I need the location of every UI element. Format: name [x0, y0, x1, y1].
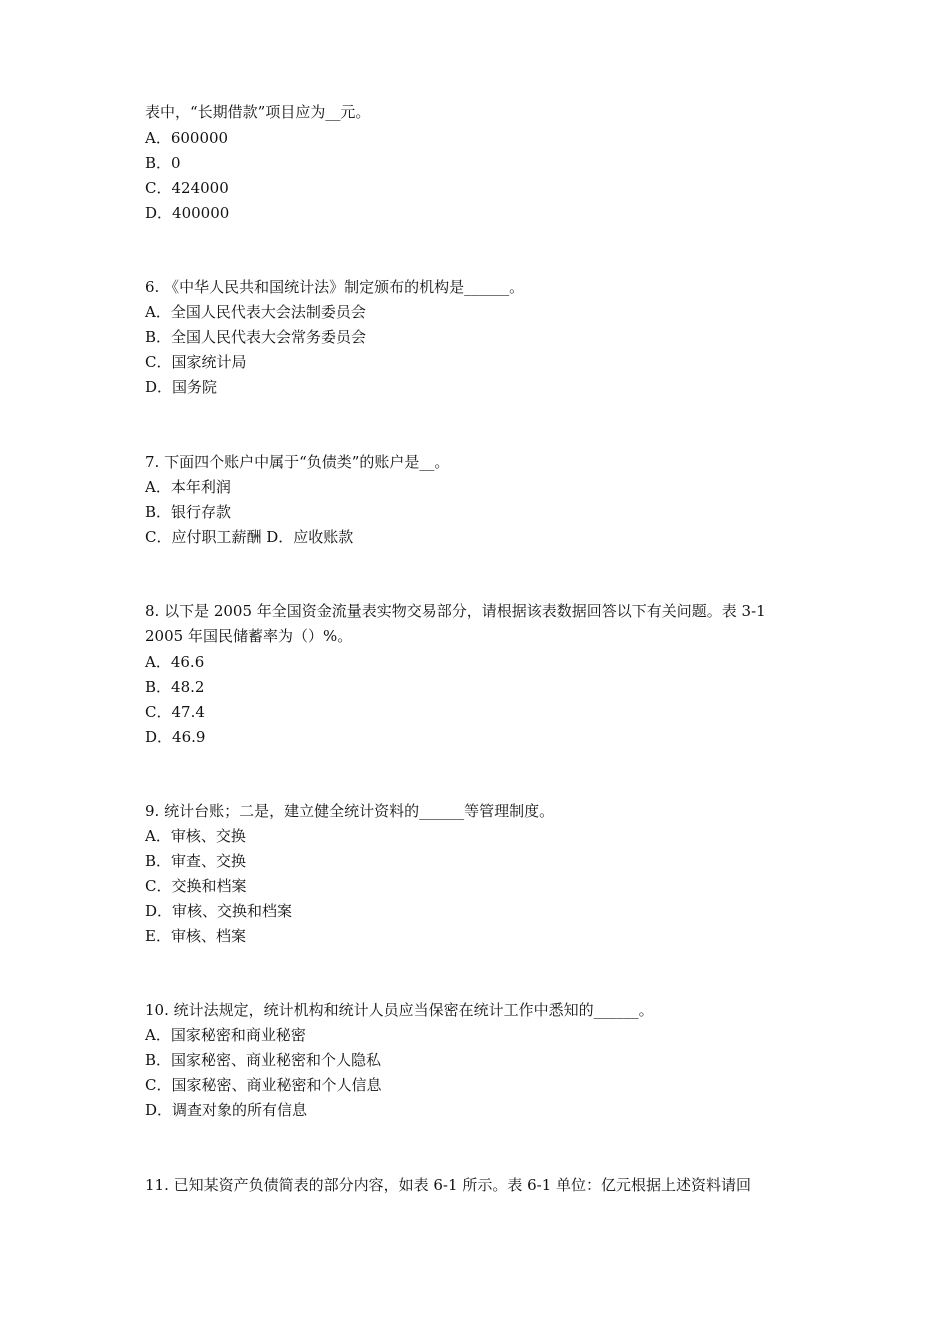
question-8-option-d: D．46.9 — [145, 728, 206, 746]
question-8-option-c: C．47.4 — [145, 703, 205, 721]
question-9-option-e: E．审核、档案 — [145, 927, 246, 945]
question-6-option-c: C．国家统计局 — [145, 353, 247, 371]
question-6-stem: 6. 《中华人民共和国统计法》制定颁布的机构是______。 — [145, 278, 525, 296]
question-11-stem: 11. 已知某资产负债简表的部分内容，如表 6-1 所示。表 6-1 单位：亿元根据上述资料请回 — [145, 1176, 752, 1194]
question-9-option-a: A．审核、交换 — [145, 827, 246, 845]
question-8-stem-line-2: 2005 年国民储蓄率为（）%。 — [145, 627, 353, 645]
question-9-stem: 9. 统计台账；二是，建立健全统计资料的______等管理制度。 — [145, 802, 555, 820]
question-8-option-b: B．48.2 — [145, 678, 205, 696]
question-9-option-c: C．交换和档案 — [145, 877, 247, 895]
question-6-option-a: A．全国人民代表大会法制委员会 — [145, 303, 366, 321]
question-5-option-a: A．600000 — [145, 129, 229, 147]
question-5-stem: 表中，“长期借款”项目应为__元。 — [145, 103, 371, 121]
question-6-option-d: D．国务院 — [145, 378, 218, 396]
question-9-option-d: D．审核、交换和档案 — [145, 902, 293, 920]
question-5-option-b: B．0 — [145, 154, 181, 172]
question-9-option-b: B．审查、交换 — [145, 852, 247, 870]
question-10-option-a: A．国家秘密和商业秘密 — [145, 1026, 306, 1044]
question-7-option-c-d: C．应付职工薪酬 D．应收账款 — [145, 528, 354, 546]
question-7-option-a: A．本年利润 — [145, 478, 231, 496]
question-6-option-b: B．全国人民代表大会常务委员会 — [145, 328, 367, 346]
question-10-option-c: C．国家秘密、商业秘密和个人信息 — [145, 1076, 382, 1094]
question-8-stem-line-1: 8. 以下是 2005 年全国资金流量表实物交易部分，请根据该表数据回答以下有关问题。表 3-1 — [145, 602, 766, 620]
question-8-option-a: A．46.6 — [145, 653, 205, 671]
question-5-option-c: C．424000 — [145, 179, 229, 197]
question-10-option-b: B．国家秘密、商业秘密和个人隐私 — [145, 1051, 382, 1069]
question-7-stem: 7. 下面四个账户中属于“负债类”的账户是__。 — [145, 453, 450, 471]
question-10-option-d: D．调查对象的所有信息 — [145, 1101, 308, 1119]
question-5-option-d: D．400000 — [145, 204, 230, 222]
question-10-stem: 10. 统计法规定，统计机构和统计人员应当保密在统计工作中悉知的______。 — [145, 1001, 654, 1019]
question-7-option-b: B．银行存款 — [145, 503, 232, 521]
